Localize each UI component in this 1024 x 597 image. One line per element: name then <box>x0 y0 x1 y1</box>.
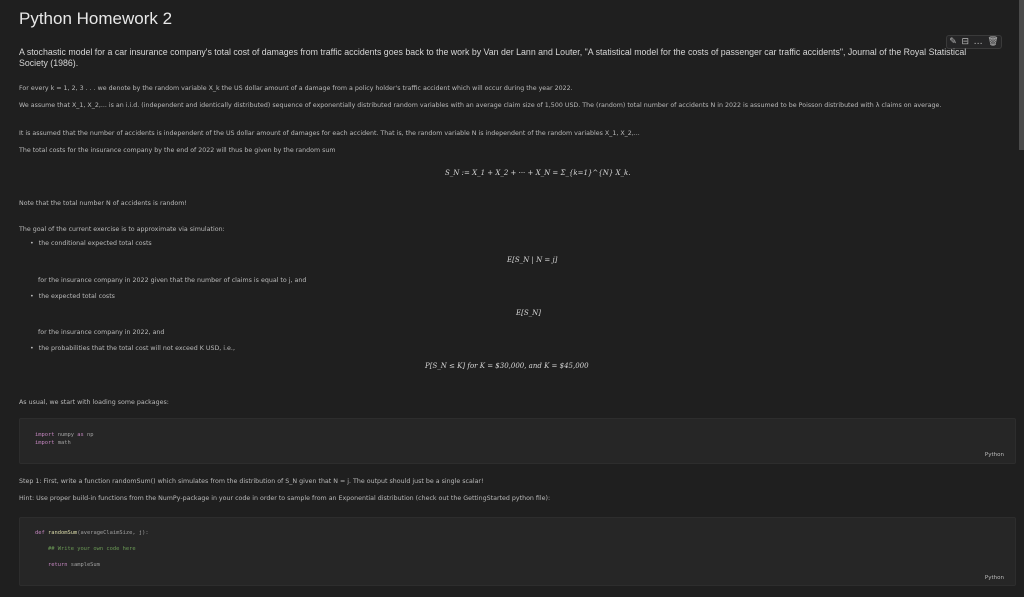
cell-language-label[interactable]: Python <box>984 575 1004 581</box>
formula-conditional-expectation: E[S_N | N = j] <box>507 256 558 264</box>
paragraph-step-1: Step 1: First, write a function randomSum() which simulates from the distribution of S_N given that N = j. The output should just be a single scalar! <box>19 478 484 485</box>
cell-language-label[interactable]: Python <box>984 452 1004 458</box>
bullet-expected-total: • the expected total costs <box>30 293 115 300</box>
bullet-conditional-expected: • the conditional expected total costs <box>30 240 152 247</box>
paragraph-independence: It is assumed that the number of accidents is independent of the US dollar amount of damages for each accident. That is, the random variable N is independent of the random variables X_1, X_2,... <box>19 130 640 137</box>
intro-paragraph: A stochastic model for a car insurance company's total cost of damages from traffic accidents goes back to the work by Van der Lann and Louter, "A statistical model for the costs of passenger car traffic accidents", Journal of the Royal Statistical Society (1986). <box>19 47 967 68</box>
ellipsis-icon[interactable]: … <box>973 37 983 47</box>
paragraph-expected-after: for the insurance company in 2022, and <box>38 329 165 336</box>
paragraph-random-n: Note that the total number N of accidents is random! <box>19 200 187 207</box>
paragraph-total-costs: The total costs for the insurance company by the end of 2022 will thus be given by the random sum <box>19 147 336 154</box>
paragraph-conditional-after: for the insurance company in 2022 given that the number of claims is equal to j, and <box>38 277 307 284</box>
paragraph-load-packages: As usual, we start with loading some packages: <box>19 399 169 406</box>
paragraph-random-variable: For every k = 1, 2, 3 . . . we denote by the random variable X_k the US dollar amount of a damage from a policy holder's traffic accident which will occur during the year 2022. <box>19 85 573 92</box>
bullet-probabilities: • the probabilities that the total cost will not exceed K USD, i.e., <box>30 345 235 352</box>
trash-icon[interactable]: 🗑 <box>987 37 999 47</box>
notebook-title: Python Homework 2 <box>19 9 173 28</box>
formula-probability: P[S_N ≤ K] for K = $30,000, and K = $45,000 <box>425 362 589 370</box>
formula-random-sum: S_N := X_1 + X_2 + ··· + X_N = Σ_{k=1}^{N} X_k. <box>445 169 631 177</box>
pencil-icon[interactable]: ✎ <box>949 37 957 47</box>
paragraph-hint: Hint: Use proper build-in functions from the NumPy-package in your code in order to sample from an Exponential distribution (check out the GettingStarted python file): <box>19 495 551 502</box>
vertical-scrollbar[interactable] <box>1019 0 1024 150</box>
code-cell-randomsum[interactable] <box>19 517 1016 586</box>
formula-expectation: E[S_N] <box>516 309 541 317</box>
paragraph-goal: The goal of the current exercise is to approximate via simulation: <box>19 226 225 233</box>
code-line[interactable]: import numpy as np import math <box>35 432 94 446</box>
code-cell-imports[interactable] <box>19 418 1016 464</box>
code-line[interactable]: def randomSum(averageClaimSize, j): ## Write your own code here return sampleSum <box>35 530 149 568</box>
split-cell-icon[interactable]: ⊟ <box>961 37 969 47</box>
paragraph-iid-assumption: We assume that X_1, X_2,... is an i.i.d. (independent and identically distributed) sequence of exponentially distributed random variables with an average claim size of 1,500 USD. The (random) total number of accidents N in 2022 is assumed to be Poisson distributed with λ claims on average. <box>19 102 942 109</box>
